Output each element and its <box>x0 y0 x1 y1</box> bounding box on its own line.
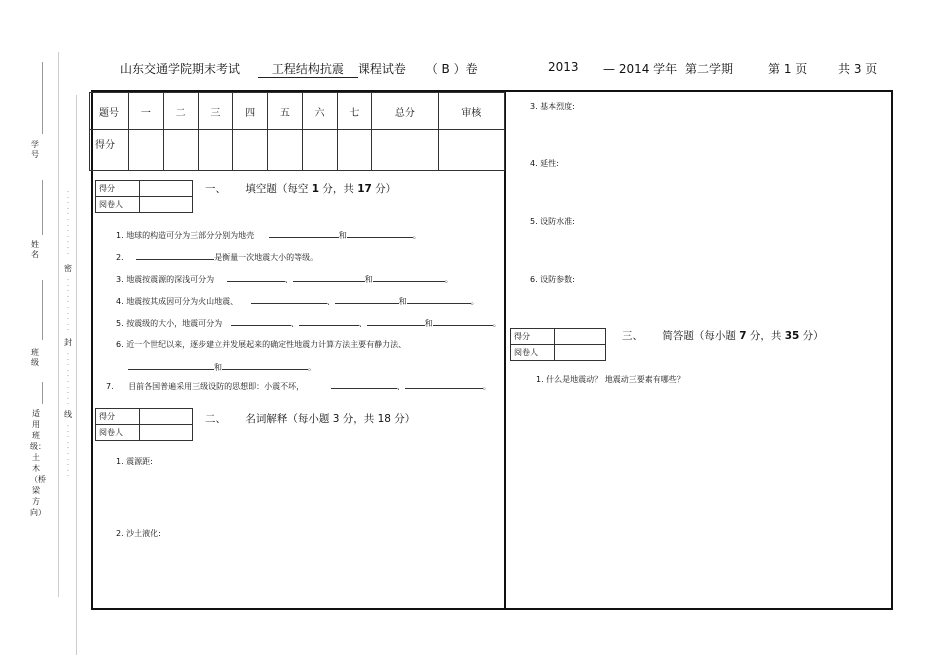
score-col-6: 六 <box>302 93 337 130</box>
grader-name-label: 阅卷人 <box>96 197 140 213</box>
score-cell[interactable] <box>337 130 372 171</box>
answer-blank[interactable] <box>227 273 285 282</box>
section3-number: 三、 <box>622 330 643 342</box>
question-text: 地球的构造可分为三部分分别为地壳 <box>126 231 255 240</box>
section3-title-text: 分，共 <box>746 330 785 342</box>
answer-blank[interactable] <box>433 317 493 326</box>
paper-label: 课程试卷 <box>357 62 406 76</box>
question-1-6-cont <box>128 361 316 373</box>
section2-title-text: 分） <box>390 413 416 425</box>
margin-applicable-classes: 适用班级：土木（桥梁方向） <box>30 409 46 517</box>
section3-total: 35 <box>784 330 800 342</box>
question-text: 地震按震源的深浅可分为 <box>126 275 215 284</box>
section1-title-text: 分，共 <box>319 183 358 195</box>
grader-score-label: 得分 <box>511 329 555 345</box>
score-col-4: 四 <box>233 93 268 130</box>
definition-item-2: 2. 沙土液化: <box>116 529 161 538</box>
score-col-1: 一 <box>129 93 164 130</box>
score-cell[interactable] <box>163 130 198 171</box>
section3-title <box>622 328 824 343</box>
answer-blank[interactable] <box>407 295 471 304</box>
answer-blank[interactable] <box>367 317 425 326</box>
margin-rule <box>42 280 43 340</box>
section1-total: 17 <box>357 183 372 195</box>
section1-title-text: 填空题（每空 <box>245 183 312 195</box>
definition-item-3: 3. 基本烈度: <box>530 102 575 111</box>
question-number: 1. <box>116 231 124 240</box>
grader-score-cell[interactable] <box>555 329 606 345</box>
grader-name-cell[interactable] <box>140 197 193 213</box>
score-col-total: 总分 <box>372 93 438 130</box>
margin-class: 班级 <box>31 348 39 367</box>
score-cell[interactable] <box>129 130 164 171</box>
question-text: 。 <box>492 319 501 328</box>
score-row-label: 题号 <box>90 93 129 130</box>
score-cell[interactable] <box>438 130 504 171</box>
seal-dots: · · · · · · · · · · · · <box>67 189 69 258</box>
question-text: 和 <box>364 275 373 284</box>
section1-title-text: 分） <box>371 183 397 195</box>
section2-title-text: 名词解释（每小题 <box>245 413 333 425</box>
grader-name-cell[interactable] <box>140 425 193 441</box>
answer-blank[interactable] <box>405 380 483 389</box>
seal-word-xian: 线 <box>64 410 72 419</box>
score-table-score-row <box>90 130 505 171</box>
score-col-review: 审核 <box>438 93 504 130</box>
answer-blank[interactable] <box>128 361 214 370</box>
course-name: 工程结构抗震 <box>258 60 358 78</box>
answer-blank[interactable] <box>293 273 365 282</box>
question-text: 目前各国普遍采用三级设防的思想即：小震不坏， <box>128 382 305 391</box>
question-1-2 <box>116 251 318 263</box>
answer-blank[interactable] <box>373 273 445 282</box>
question-number: 4. <box>116 297 124 306</box>
section1-title <box>205 181 396 196</box>
section3-points: 7 <box>739 330 747 342</box>
question-1-6 <box>116 339 406 350</box>
section2-title-text: 分，共 <box>339 413 378 425</box>
grader-name-cell[interactable] <box>555 345 606 361</box>
grader-box-section2 <box>95 408 193 441</box>
semester: 第二学期 <box>685 62 734 76</box>
year-start: 2013 <box>548 60 579 74</box>
score-row-label: 得分 <box>90 130 129 171</box>
margin-rule <box>42 382 43 404</box>
margin-rule <box>42 180 43 235</box>
seal-dots: · · · · · · · · · · <box>67 351 69 409</box>
section3-title-text: 分） <box>799 330 824 342</box>
definition-item-6: 6. 设防参数: <box>530 275 575 284</box>
margin-inner-rule <box>76 95 77 655</box>
score-cell[interactable] <box>372 130 438 171</box>
score-col-2: 二 <box>163 93 198 130</box>
page-total: 共 3 页 <box>838 62 878 76</box>
question-text: 和 <box>424 319 433 328</box>
grader-box-section1 <box>95 180 193 213</box>
grader-box-section3 <box>510 328 606 361</box>
question-text: 、 <box>326 297 335 306</box>
section2-number: 二、 <box>205 413 226 425</box>
question-text: 。 <box>444 275 453 284</box>
section2-title <box>205 411 415 426</box>
seal-dots: · · · · · · · · · · <box>67 423 69 481</box>
margin-rule <box>42 62 43 134</box>
question-text: 近一个世纪以来，逐步建立并发展起来的确定性地震力计算方法主要有静力法、 <box>126 340 407 349</box>
score-cell[interactable] <box>268 130 303 171</box>
score-table <box>89 92 505 171</box>
grader-name-label: 阅卷人 <box>511 345 555 361</box>
score-col-3: 三 <box>198 93 233 130</box>
question-text: 地震按其成因可分为火山地震、 <box>126 297 239 306</box>
page-number: 第 1 页 <box>768 62 808 76</box>
question-text: 、 <box>284 275 293 284</box>
answer-blank[interactable] <box>222 361 308 370</box>
question-text: 。 <box>470 297 479 306</box>
definition-item-5: 5. 设防水准: <box>530 217 575 226</box>
question-text: 是衡量一次地震大小的等级。 <box>214 253 319 262</box>
school-exam-title: 山东交通学院期末考试 <box>120 62 241 76</box>
question-number: 6. <box>116 340 124 349</box>
question-number: 5. <box>116 319 124 328</box>
question-text: 。 <box>482 382 491 391</box>
answer-blank[interactable] <box>347 229 413 238</box>
question-1-7 <box>106 380 491 392</box>
section2-total: 18 <box>377 413 391 425</box>
margin-student-id: 学号 <box>31 140 39 159</box>
exam-header <box>120 60 478 78</box>
score-cell[interactable] <box>302 130 337 171</box>
section2-points: 3 <box>332 413 340 425</box>
answer-blank[interactable] <box>269 229 339 238</box>
margin-name: 姓名 <box>31 240 39 259</box>
margin-outer-rule <box>58 52 59 597</box>
answer-blank[interactable] <box>299 317 359 326</box>
answer-blank[interactable] <box>331 380 397 389</box>
grader-score-cell[interactable] <box>140 409 193 425</box>
score-col-7: 七 <box>337 93 372 130</box>
question-text: 。 <box>412 231 421 240</box>
answer-blank[interactable] <box>251 295 327 304</box>
question-1-5 <box>116 317 501 329</box>
answer-blank[interactable] <box>335 295 399 304</box>
question-1-1 <box>116 229 421 241</box>
grader-score-cell[interactable] <box>140 181 193 197</box>
question-text: 和 <box>214 363 222 372</box>
question-text: 和 <box>398 297 407 306</box>
section3-title-text: 简答题（每小题 <box>662 330 740 342</box>
paper-type: （ B ）卷 <box>425 62 478 76</box>
seal-word-feng: 封 <box>64 338 72 347</box>
score-cell[interactable] <box>233 130 268 171</box>
short-answer-question-1: 1. 什么是地震动？ 地震动三要素有哪些？ <box>536 375 685 384</box>
question-number: 2. <box>116 253 124 262</box>
question-number: 3. <box>116 275 124 284</box>
answer-blank[interactable] <box>231 317 291 326</box>
question-text: 按震级的大小，地震可分为 <box>126 319 223 328</box>
section1-points: 1 <box>311 183 319 195</box>
score-col-5: 五 <box>268 93 303 130</box>
grader-score-label: 得分 <box>96 409 140 425</box>
score-cell[interactable] <box>198 130 233 171</box>
definition-item-1: 1. 震源距: <box>116 457 153 466</box>
definition-item-4: 4. 延性: <box>530 159 559 168</box>
grader-score-label: 得分 <box>96 181 140 197</box>
question-text: 和 <box>338 231 347 240</box>
seal-word-mi: 密 <box>64 264 72 273</box>
seal-dots: · · · · · · · · · · <box>67 277 69 335</box>
question-text: 、 <box>396 382 405 391</box>
grader-name-label: 阅卷人 <box>96 425 140 441</box>
answer-blank[interactable] <box>136 251 214 260</box>
question-1-4 <box>116 295 479 307</box>
score-table-header-row <box>90 93 505 130</box>
question-number: 7. <box>106 382 114 391</box>
question-text: 、 <box>358 319 367 328</box>
question-text: 、 <box>290 319 299 328</box>
section1-number: 一、 <box>205 183 226 195</box>
year-end: — 2014 学年 <box>603 62 678 76</box>
question-text: 。 <box>308 363 316 372</box>
question-1-3 <box>116 273 453 285</box>
